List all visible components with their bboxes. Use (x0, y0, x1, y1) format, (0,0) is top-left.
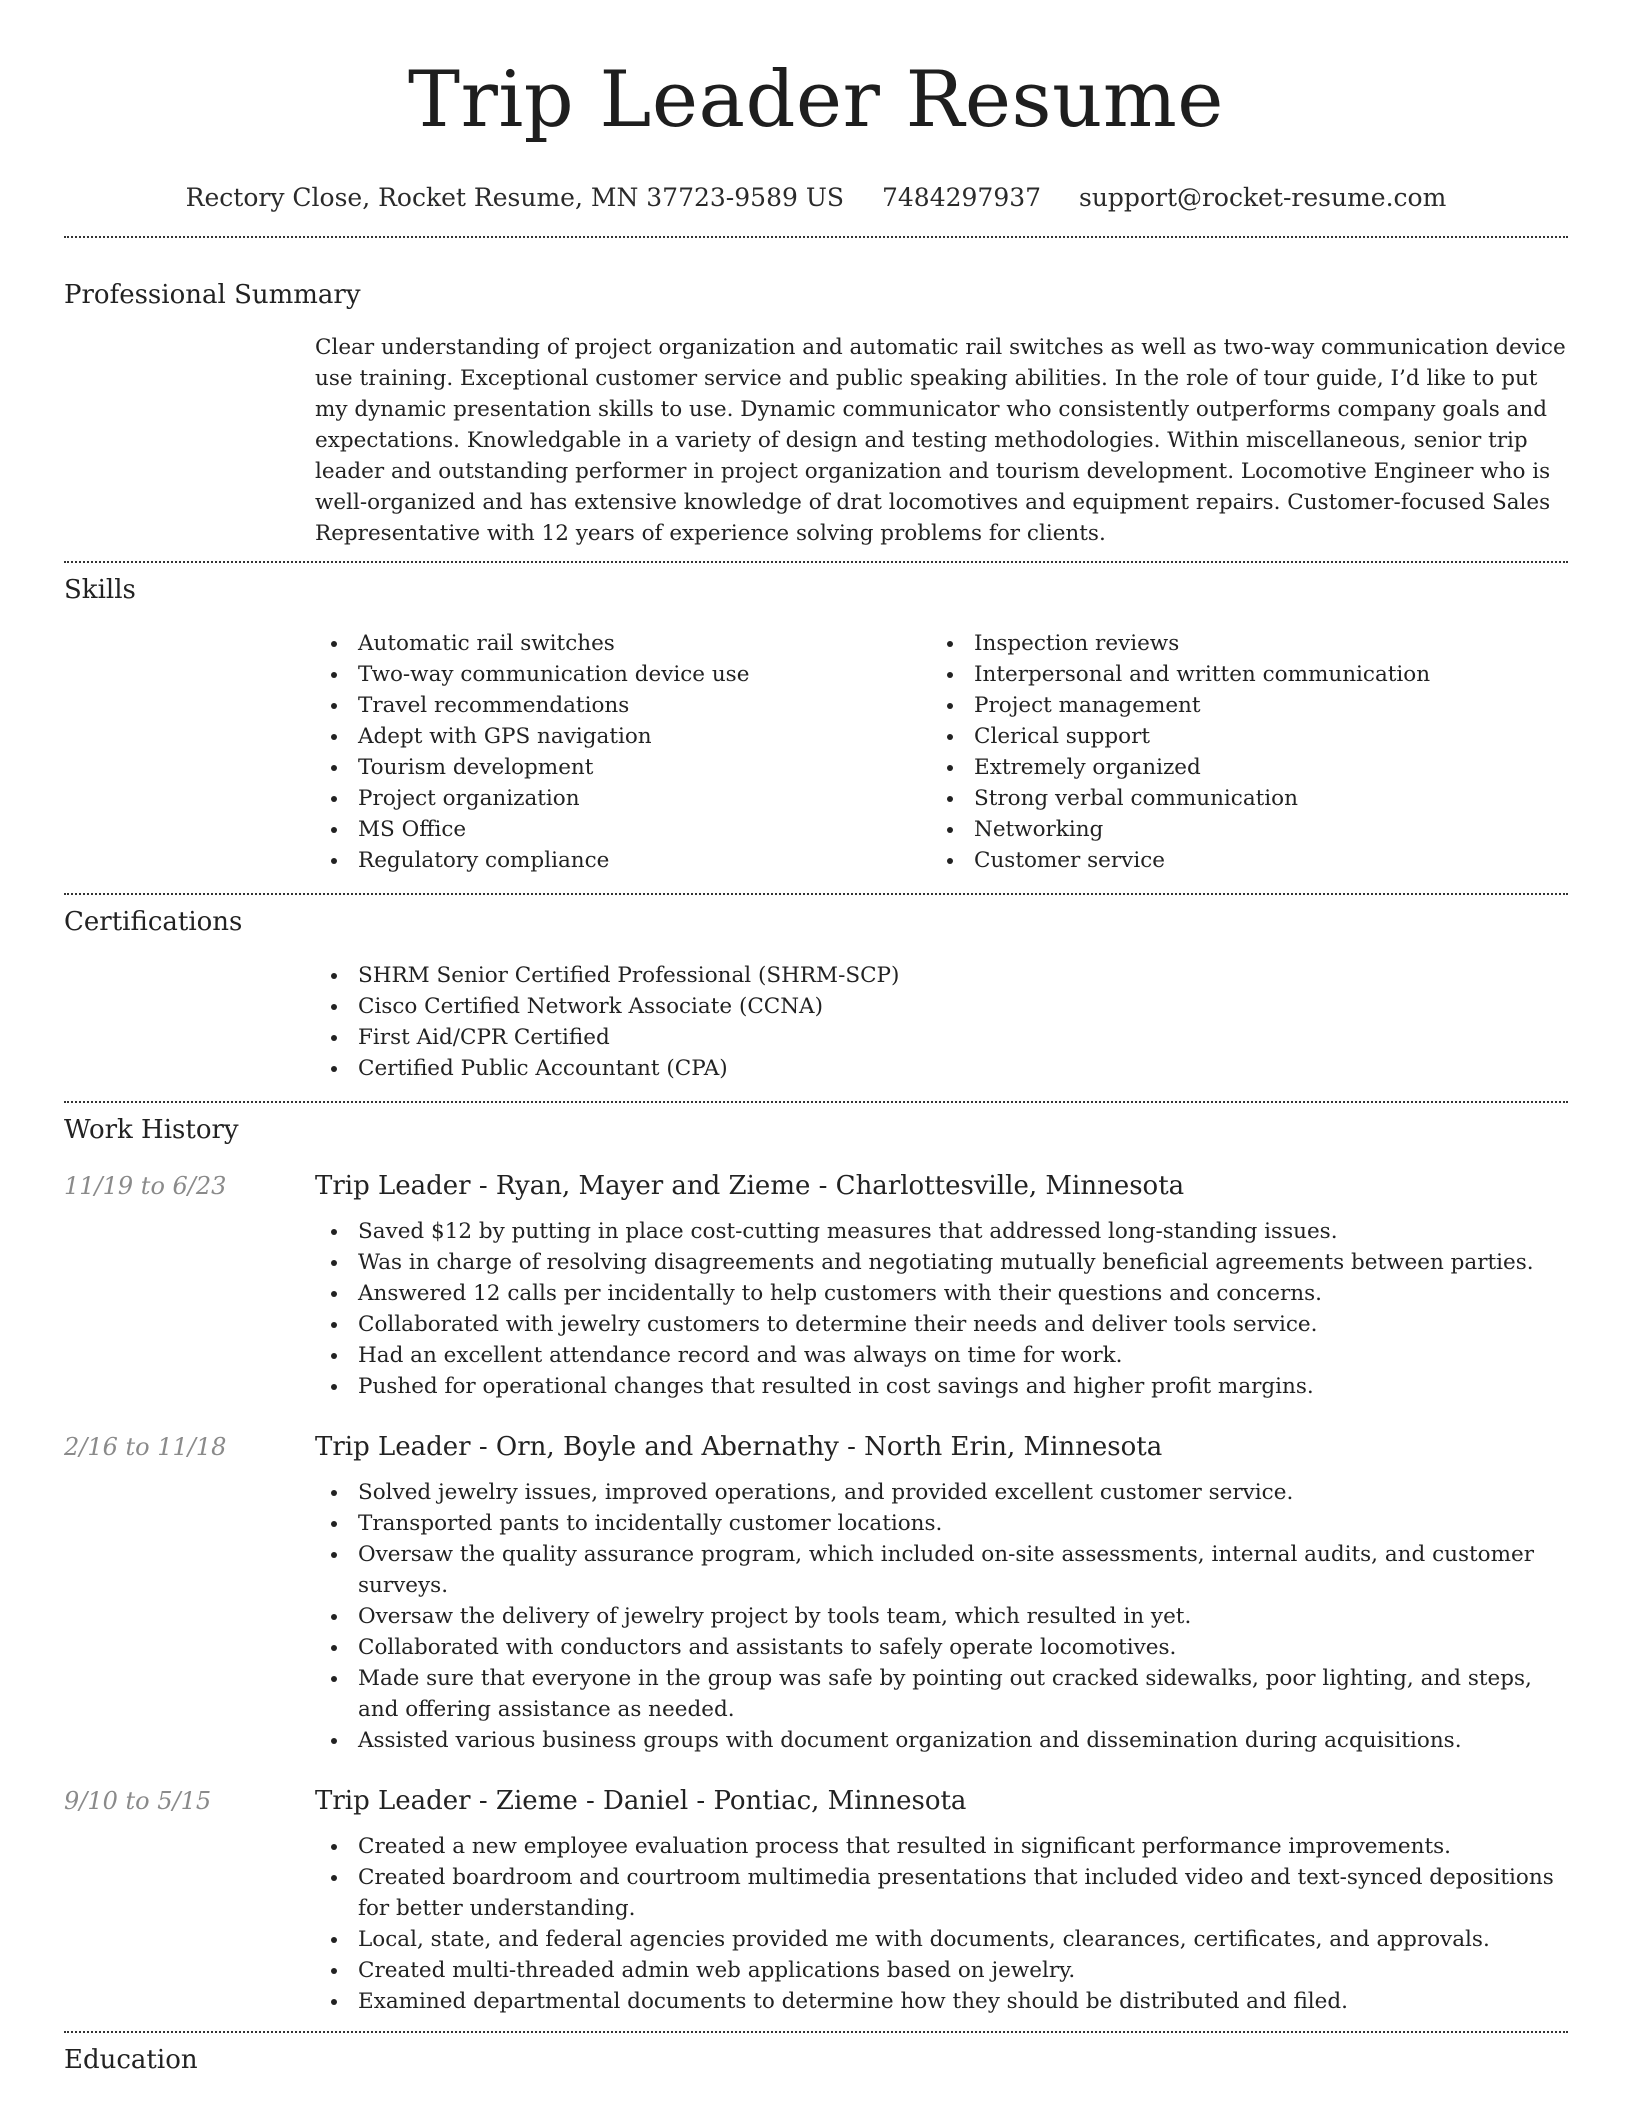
summary-body (315, 332, 1568, 549)
list-item: Inspection reviews (931, 628, 1547, 659)
list-item: Had an excellent attendance record and was always on time for work. (315, 1340, 1568, 1371)
list-item: Saved $12 by putting in place cost-cutting measures that addressed long-standing issues. (315, 1216, 1568, 1247)
list-item: Travel recommendations (315, 690, 931, 721)
skills-section (64, 573, 1568, 876)
job-bullets (315, 1477, 1568, 1756)
certifications-list (315, 960, 1568, 1084)
contact-phone: 7484297937 (881, 183, 1042, 212)
list-item: Project management (931, 690, 1547, 721)
list-item: Customer service (931, 845, 1547, 876)
list-item: Networking (931, 814, 1547, 845)
list-item: Examined departmental documents to determine how they should be distributed and filed. (315, 1986, 1568, 2017)
list-item: Regulatory compliance (315, 845, 931, 876)
section-title-skills: Skills (64, 575, 136, 605)
divider (64, 561, 1568, 563)
job-title: Trip Leader - Zieme - Daniel - Pontiac, Minnesota (315, 1786, 967, 1816)
job-title: Trip Leader - Orn, Boyle and Abernathy - North Erin, Minnesota (315, 1432, 1163, 1462)
list-item: Created a new employee evaluation process that resulted in significant performance improvements. (315, 1831, 1568, 1862)
section-title-certifications: Certifications (64, 907, 243, 937)
list-item: Project organization (315, 783, 931, 814)
list-item: Collaborated with conductors and assistants to safely operate locomotives. (315, 1632, 1568, 1663)
resume-page (64, 0, 1568, 2112)
work-history-section (64, 1113, 1568, 2017)
job-header (64, 1430, 1568, 1464)
job-entry (64, 1430, 1568, 1756)
list-item: Automatic rail switches (315, 628, 931, 659)
list-item: Strong verbal communication (931, 783, 1547, 814)
job-dates: 9/10 to 5/15 (64, 1787, 212, 1815)
list-item: Two-way communication device use (315, 659, 931, 690)
job-header (64, 1784, 1568, 1818)
education-section (64, 2043, 1568, 2077)
list-item: Created boardroom and courtroom multimedia presentations that included video and text-synced depositions for better understanding. (315, 1862, 1568, 1924)
skills-list-right (931, 628, 1547, 876)
section-title-work: Work History (64, 1115, 239, 1145)
job-bullets (315, 1831, 1568, 2017)
job-dates: 11/19 to 6/23 (64, 1172, 227, 1200)
section-title-education: Education (64, 2045, 198, 2075)
contact-line (64, 182, 1568, 214)
list-item: Oversaw the quality assurance program, which included on-site assessments, internal audits, and customer surveys. (315, 1539, 1568, 1601)
list-item: Made sure that everyone in the group was safe by pointing out cracked sidewalks, poor lighting, and steps, and offering assistance as needed. (315, 1663, 1568, 1725)
skills-columns (315, 628, 1568, 876)
list-item: Certified Public Accountant (CPA) (315, 1053, 1568, 1084)
list-item: Transported pants to incidentally customer locations. (315, 1508, 1568, 1539)
list-item: Clerical support (931, 721, 1547, 752)
job-dates: 2/16 to 11/18 (64, 1433, 227, 1461)
list-item: Extremely organized (931, 752, 1547, 783)
section-title-summary: Professional Summary (64, 280, 361, 310)
list-item: Solved jewelry issues, improved operations, and provided excellent customer service. (315, 1477, 1568, 1508)
certifications-body (315, 960, 1568, 1084)
job-title: Trip Leader - Ryan, Mayer and Zieme - Charlottesville, Minnesota (315, 1171, 1185, 1201)
contact-email: support@rocket-resume.com (1079, 183, 1447, 212)
skills-list-left (315, 628, 931, 876)
list-item: Pushed for operational changes that resulted in cost savings and higher profit margins. (315, 1371, 1568, 1402)
job-header (64, 1169, 1568, 1203)
page-title: Trip Leader Resume (408, 55, 1224, 145)
list-item: Oversaw the delivery of jewelry project by tools team, which resulted in yet. (315, 1601, 1568, 1632)
list-item: Interpersonal and written communication (931, 659, 1547, 690)
job-entry (64, 1784, 1568, 2017)
list-item: Assisted various business groups with document organization and dissemination during acquisitions. (315, 1725, 1568, 1756)
summary-text: Clear understanding of project organization and automatic rail switches as well as two-way communication device use training. Exceptional customer service and public speaking abilities. In the role of tour guide, I’d like to put my dynamic presentation skills to use. Dynamic communicator who consistently outperforms company goals and expectations. Knowledgable in a variety of design and testing methodologies. Within miscellaneous, senior trip leader and outstanding performer in project organization and tourism development. Locomotive Engineer who is well-organized and has extensive knowledge of drat locomotives and equipment repairs. Customer-focused Sales Representative with 12 years of experience solving problems for clients. (315, 335, 1566, 546)
summary-section (64, 278, 1568, 549)
job-bullets (315, 1216, 1568, 1402)
list-item: Collaborated with jewelry customers to determine their needs and deliver tools service. (315, 1309, 1568, 1340)
list-item: SHRM Senior Certified Professional (SHRM-SCP) (315, 960, 1568, 991)
job-entry (64, 1169, 1568, 1402)
list-item: Local, state, and federal agencies provided me with documents, clearances, certificates, and approvals. (315, 1924, 1568, 1955)
list-item: Was in charge of resolving disagreements and negotiating mutually beneficial agreements between parties. (315, 1247, 1568, 1278)
list-item: Cisco Certified Network Associate (CCNA) (315, 991, 1568, 1022)
list-item: Answered 12 calls per incidentally to help customers with their questions and concerns. (315, 1278, 1568, 1309)
divider (64, 893, 1568, 895)
list-item: MS Office (315, 814, 931, 845)
contact-address: Rectory Close, Rocket Resume, MN 37723-9589 US (185, 183, 845, 212)
certifications-section (64, 905, 1568, 1084)
list-item: Created multi-threaded admin web applications based on jewelry. (315, 1955, 1568, 1986)
divider (64, 1101, 1568, 1103)
resume-header (64, 0, 1568, 214)
list-item: Tourism development (315, 752, 931, 783)
divider (64, 236, 1568, 238)
divider (64, 2031, 1568, 2033)
list-item: First Aid/CPR Certified (315, 1022, 1568, 1053)
list-item: Adept with GPS navigation (315, 721, 931, 752)
